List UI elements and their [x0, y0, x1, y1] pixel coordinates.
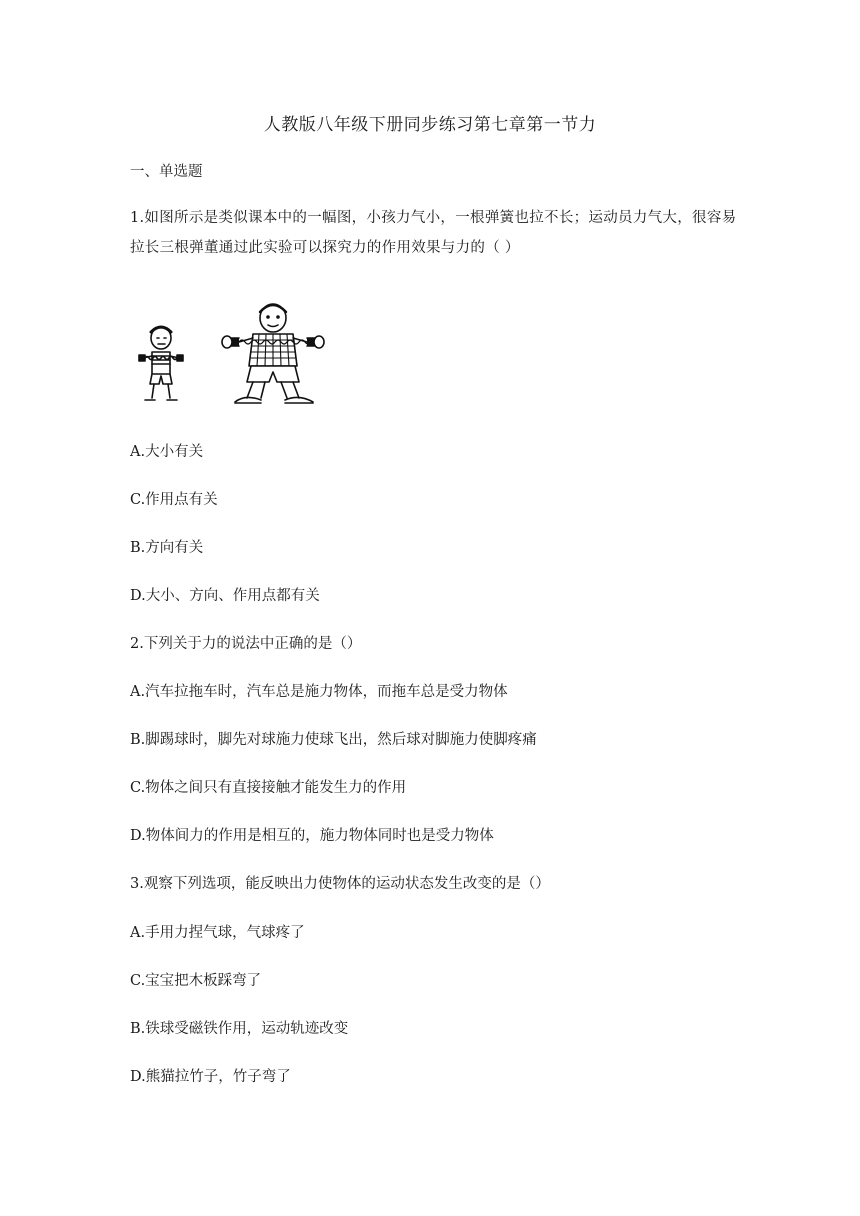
question-2-option-d: D.物体间力的作用是相互的，施力物体同时也是受力物体 [130, 828, 494, 844]
question-3-stem: 3.观察下列选项，能反映出力使物体的运动状态发生改变的是（） [130, 876, 550, 892]
question-1-option-d: D.大小、方向、作用点都有关 [130, 588, 320, 604]
question-1-option-b: B.方向有关 [130, 540, 204, 556]
question-1-option-c: C.作用点有关 [130, 492, 218, 508]
question-2-option-c: C.物体之间只有直接接触才能发生力的作用 [130, 780, 407, 796]
question-3-option-d: D.熊猫拉竹子，竹子弯了 [130, 1069, 291, 1085]
question-1-option-a: A.大小有关 [130, 444, 204, 460]
spring-pulling-illustration [135, 298, 345, 410]
document-title: 人教版八年级下册同步练习第七章第一节力 [263, 115, 597, 135]
question-3-option-a: A.手用力捏气球，气球疼了 [130, 925, 305, 941]
question-3-option-b: B.铁球受磁铁作用，运动轨迹改变 [130, 1021, 349, 1037]
question-2-option-b: B.脚踢球时，脚先对球施力使球飞出，然后球对脚施力使脚疼痛 [130, 732, 537, 748]
question-3-option-c: C.宝宝把木板踩弯了 [130, 973, 262, 989]
question-2-stem: 2.下列关于力的说法中正确的是（） [130, 636, 362, 652]
question-2-option-a: A.汽车拉拖车时，汽车总是施力物体，而拖车总是受力物体 [130, 684, 508, 700]
question-1-stem: 1.如图所示是类似课本中的一幅图，小孩力气小，一根弹簧也拉不长；运动员力气大，很容易拉长三根弹董通过此实验可以探究力的作用效果与力的（ ） [130, 210, 737, 256]
athlete-figure [222, 304, 324, 403]
child-figure [139, 327, 183, 400]
section-heading: 一、单选题 [130, 164, 203, 180]
